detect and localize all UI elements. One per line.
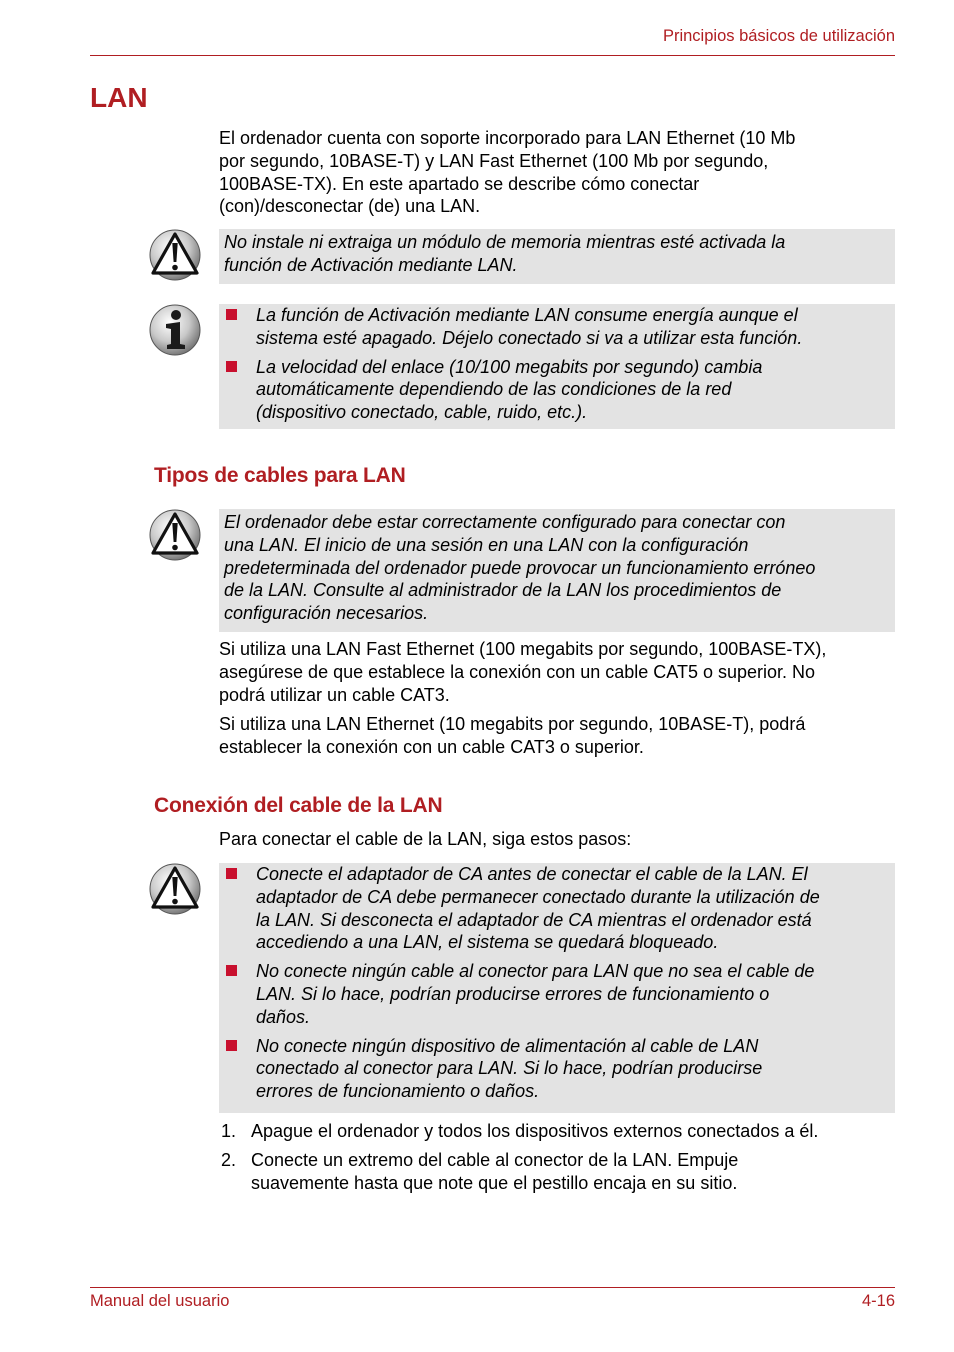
warning-icon (148, 508, 202, 562)
warning-icon (148, 862, 202, 916)
warning-note: No instale ni extraiga un módulo de memoria mientras esté activada la función de Activación mediante LAN. (219, 229, 895, 284)
bullet-marker (226, 309, 237, 320)
step-number: 1. (221, 1121, 237, 1141)
section-heading-cable-types: Tipos de cables para LAN (154, 464, 406, 487)
cable-paragraph-ethernet: Si utiliza una LAN Ethernet (10 megabits por segundo, 10BASE-T), podrá establecer la conexión con un cable CAT3 o superior. (219, 714, 806, 757)
steps-list (219, 1120, 909, 1200)
warning-list-note (219, 863, 895, 1113)
warning-note: El ordenador debe estar correctamente configurado para conectar con una LAN. El inicio de una sesión en una LAN con la configuración predeterminada del ordenador puede provocar un funcionamiento erróneo de la LAN. Consulte al administrador de la LAN los procedimientos de configuración necesarios. (219, 509, 895, 632)
bullet-marker (226, 1040, 237, 1051)
list-item: La función de Activación mediante LAN consume energía aunque el sistema esté apagado. Déjelo conectado si va a utilizar esta función. (219, 304, 889, 350)
footer-manual-title: Manual del usuario (90, 1292, 230, 1310)
step-item: 1. Apague el ordenador y todos los dispositivos externos conectados a él. (221, 1121, 819, 1141)
list-item: No conecte ningún cable al conector para LAN que no sea el cable de LAN. Si lo hace, podrían producirse errores de funcionamiento o daños. (219, 960, 889, 1028)
connect-intro: Para conectar el cable de la LAN, siga estos pasos: (219, 829, 632, 849)
running-header: Principios básicos de utilización (662, 27, 895, 45)
bullet-marker (226, 965, 237, 976)
warning-icon (148, 228, 202, 282)
list-item: Conecte el adaptador de CA antes de conectar el cable de la LAN. El adaptador de CA debe permanecer conectado durante la utilización de la LAN. Si desconecta el adaptador de CA mientras el ordenador está accediendo a una LAN, el sistema se quedará bloqueado. (219, 863, 889, 954)
cable-paragraph-fast-ethernet: Si utiliza una LAN Fast Ethernet (100 megabits por segundo, 100BASE-TX), asegúrese de que establece la conexión con un cable CAT5 o superior. No podrá utilizar un cable CAT3. (219, 639, 827, 705)
step-number: 2. (221, 1149, 237, 1170)
step-item: 2. Conecte un extremo del cable al conector de la LAN. Empuje suavemente hasta que note que el pestillo encaja en su sitio. (221, 1149, 739, 1193)
header-rule (90, 55, 895, 56)
info-note (219, 304, 895, 429)
page-number: 4-16 (861, 1292, 895, 1310)
info-icon (148, 303, 202, 357)
bullet-marker (226, 361, 237, 372)
intro-paragraph: El ordenador cuenta con soporte incorporado para LAN Ethernet (10 Mb por segundo, 10BASE-T) y LAN Fast Ethernet (100 Mb por segundo, 100BASE-TX). En este apartado se describe cómo conectar (con)/desconectar (de) una LAN. (219, 128, 796, 217)
bullet-marker (226, 868, 237, 879)
section-heading-connect-cable: Conexión del cable de la LAN (154, 794, 443, 817)
footer-rule (90, 1287, 895, 1288)
page-title: LAN (90, 82, 148, 113)
list-item: No conecte ningún dispositivo de alimentación al cable de LAN conectado al conector para LAN. Si lo hace, podrían producirse errores de funcionamiento o daños. (219, 1035, 889, 1103)
list-item: La velocidad del enlace (10/100 megabits por segundo) cambia automáticamente dependiendo de las condiciones de la red (dispositivo conectado, cable, ruido, etc.). (219, 356, 889, 424)
